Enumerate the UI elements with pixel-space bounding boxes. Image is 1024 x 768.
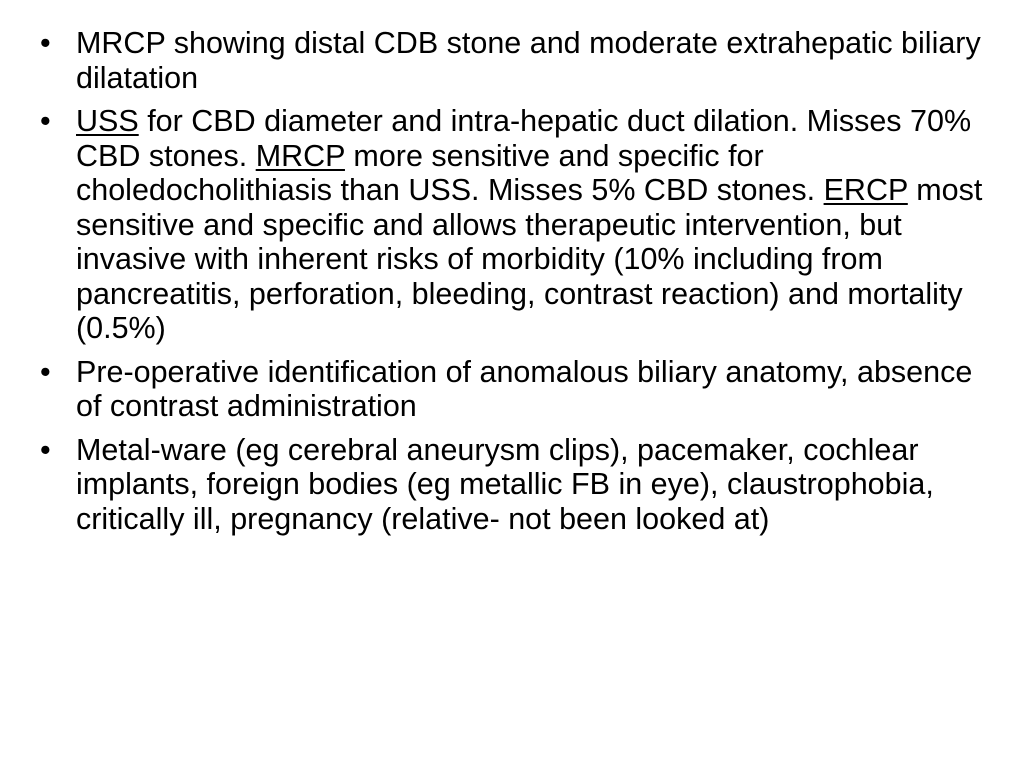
mrcp-link[interactable]: MRCP xyxy=(255,138,345,173)
bullet-text: MRCP showing distal CDB stone and moderate extrahepatic biliary dilatation xyxy=(76,26,981,95)
bullet-item-imaging-comparison xyxy=(40,104,990,346)
bullet-item-mrcp-finding xyxy=(40,26,990,95)
bullet-marker: • xyxy=(40,26,51,60)
uss-text: for CBD diameter and intra-hepatic duct dilation. Misses 70% CBD stones. xyxy=(76,104,972,173)
ercp-text: most sensitive and specific and allows therapeutic intervention, but invasive with inherent risks of morbidity (10% including from pancreatitis, perforation, bleeding, contrast reaction) and mortality (0.5%) xyxy=(76,173,983,345)
bullet-marker: • xyxy=(40,432,51,467)
ercp-link[interactable]: ERCP xyxy=(823,173,908,207)
bullet-text: Metal-ware (eg cerebral aneurysm clips), pacemaker, cochlear implants, foreign bodies (eg metallic FB in eye), claustrophobia, critically ill, pregnancy (relative- not been looked at) xyxy=(76,432,934,536)
bullet-list xyxy=(40,26,990,545)
uss-link[interactable]: USS xyxy=(76,104,139,138)
bullet-item-preoperative xyxy=(40,355,990,424)
bullet-marker: • xyxy=(40,354,51,389)
bullet-text: Pre-operative identification of anomalous biliary anatomy, absence of contrast administration xyxy=(76,354,973,423)
bullet-item-contraindications xyxy=(40,433,990,537)
bullet-marker: • xyxy=(40,104,51,138)
mrcp-text: more sensitive and specific for choledocholithiasis than USS. Misses 5% CBD stones. xyxy=(76,138,824,207)
